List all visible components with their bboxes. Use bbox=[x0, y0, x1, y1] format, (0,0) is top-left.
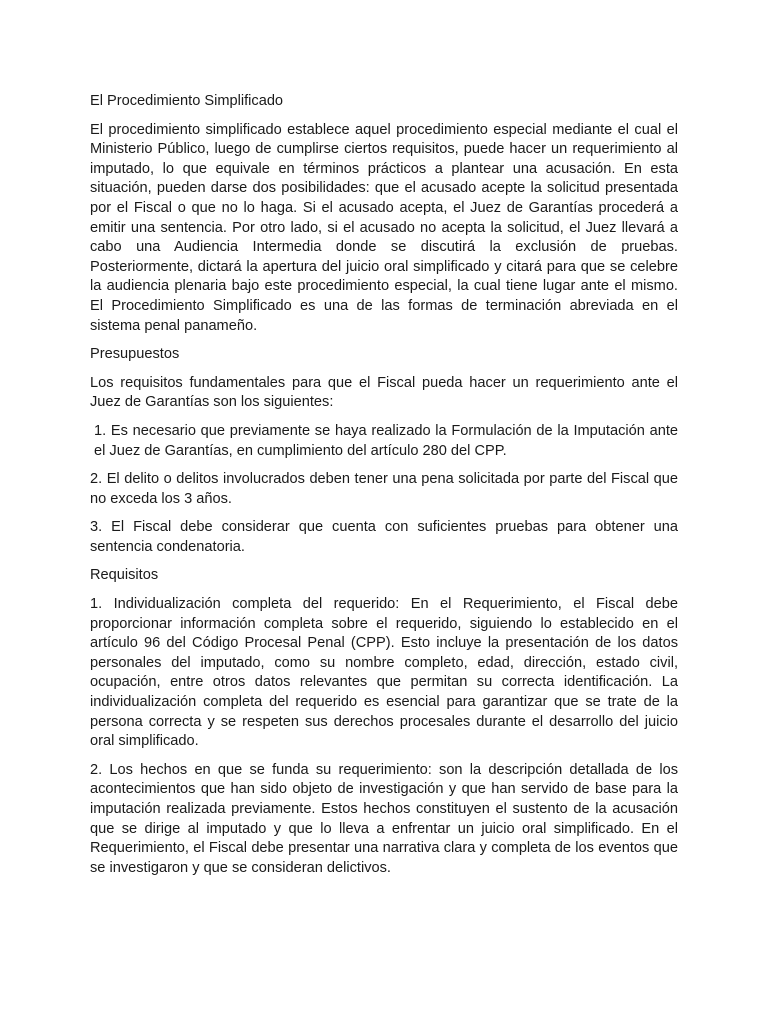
requisitos-item-2: 2. Los hechos en que se funda su requerimiento: son la descripción detallada de los acontecimientos que han sido objeto de investigación y que han servido de base para la imputación realizada previamente. Estos hechos constituyen el sustento de la acusación que se dirige al imputado y que lo lleva a enfrentar un juicio oral simplificado. En el Requerimiento, el Fiscal debe presentar una narrativa clara y completa de los eventos que se investigaron y que se consideran delictivos. bbox=[90, 761, 678, 876]
presupuestos-item-2: 2. El delito o delitos involucrados deben tener una pena solicitada por parte del Fiscal que no exceda los 3 años. bbox=[90, 471, 678, 507]
presupuestos-item-1: 1. Es necesario que previamente se haya realizado la Formulación de la Imputación ante el Juez de Garantías, en cumplimiento del artículo 280 del CPP. bbox=[94, 422, 678, 459]
document-title: El Procedimiento Simplificado bbox=[90, 93, 284, 109]
presupuestos-intro: Los requisitos fundamentales para que el Fiscal pueda hacer un requerimiento ante el Juez de Garantías son los siguientes: bbox=[90, 374, 678, 411]
intro-paragraph: El procedimiento simplificado establece aquel procedimiento especial mediante el cual el Ministerio Público, luego de cumplirse ciertos requisitos, puede hacer un requerimiento al imputado, lo que equivale en términos prácticos a plantear una acusación. En esta situación, pueden darse dos posibilidades: que el acusado acepte la solicitud presentada por el Fiscal o que no lo haga. Si el acusado acepta, el Juez de Garantías procederá a emitir una sentencia. Por otro lado, si el acusado no acepta la solicitud, el Juez llevará a cabo una Audiencia Intermedia donde se discutirá la exclusión de pruebas. Posteriormente, dictará la apertura del juicio oral simplificado y citará para que se celebre la audiencia plenaria bajo este procedimiento especial, la cual tiene lugar ante el mismo. El Procedimiento Simplificado es una de las formas de terminación abreviada en el sistema penal panameño. bbox=[90, 121, 678, 334]
document-page bbox=[90, 92, 678, 887]
section-heading-presupuestos: Presupuestos bbox=[90, 346, 180, 363]
requisitos-item-1: 1. Individualización completa del requerido: En el Requerimiento, el Fiscal debe proporcionar información completa sobre el requerido, siguiendo lo establecido en el artículo 96 del Código Procesal Penal (CPP). Esto incluye la presentación de los datos personales del imputado, como su nombre completo, edad, dirección, estado civil, ocupación, entre otros datos relevantes que permitan su correcta identificación. La individualización completa del requerido es esencial para garantizar que se trate de la persona correcta y se respeten sus derechos procesales durante el desarrollo del juicio oral simplificado. bbox=[90, 596, 678, 750]
presupuestos-item-3: 3. El Fiscal debe considerar que cuenta con suficientes pruebas para obtener una sentencia condenatoria. bbox=[90, 519, 678, 555]
section-heading-requisitos: Requisitos bbox=[90, 567, 159, 584]
